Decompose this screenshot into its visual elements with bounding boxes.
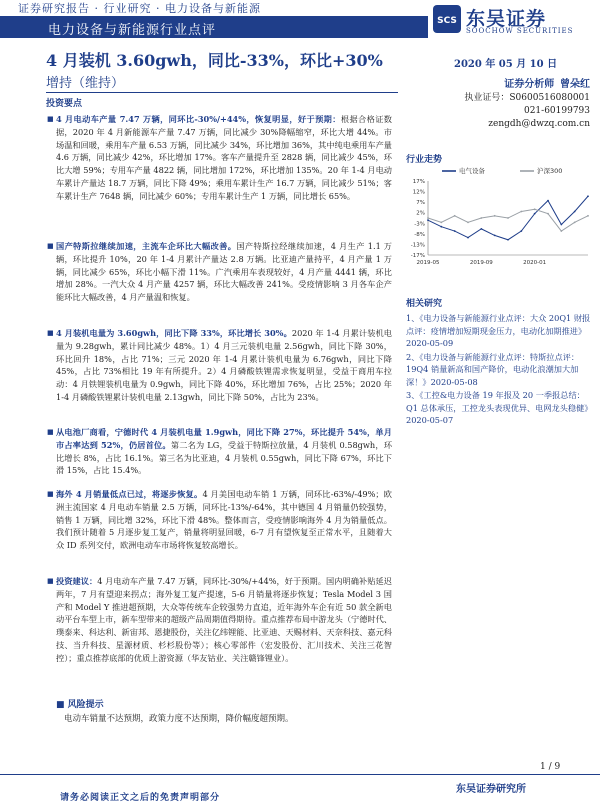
bullet-icon: ■	[47, 115, 54, 123]
y-tick-label: -3%	[414, 221, 425, 228]
point-4-body: 第二名为 LG，受益于特斯拉放量，4 月装机 0.58gwh，环比增长 8%，占比 16.1%。第三名为比亚迪，4 月装机 0.55gwh，同比下降 67%，环比下滑 15%，占比 15.4%。	[56, 439, 393, 476]
analyst-block	[420, 78, 590, 131]
y-tick-label: 12%	[412, 189, 425, 196]
series-point-0	[440, 226, 442, 228]
series-point-1	[467, 221, 469, 223]
point-1-body: 根据合格证数据，2020 年 4 月新能源车产量 7.47 万辆，同比减少 30%降幅缩窄，环比大增 44%。市场温和回暖，乘用车产量 6.53 万辆，同比减少 34%，环比增加 36%，其中纯电乘用车产量 4.6 万辆，同比减少 42%，环比增加 17%。客车产量提升至 2828 辆，同比减少 45%，环比大增 59%；专用车产量 4822 辆，同比增加 172%，环比增加 135%。20 年 1-4 月电动车累计产量达 18.7 万辆，同比下降 49%；乘用车累计生产 16.7 万辆，同比减少 51%；客车累计生产 7648 辆，同比减少 60%；专用车累计生产 1 万辆，同比增长 65%。	[56, 114, 392, 201]
bullet-icon: ■	[47, 329, 54, 337]
x-tick-label: 2019-09	[469, 260, 493, 266]
footer-rule	[0, 774, 600, 775]
y-tick-label: 17%	[412, 179, 425, 185]
series-point-0	[560, 224, 562, 226]
trend-chart	[402, 163, 594, 271]
analyst-email[interactable]: zengdh@dwzq.com.cn	[488, 119, 590, 129]
related-item[interactable]: 3、《工控&电力设备 19 年报及 20 一季报总结：Q1 总体承压，工控龙头表现优异、电网龙头稳健》2020-05-07	[406, 390, 589, 425]
series-point-1	[560, 230, 562, 232]
series-point-1	[520, 211, 522, 213]
logo-cn: 东吴证券	[466, 8, 547, 30]
series-point-1	[480, 217, 482, 219]
point-5	[47, 488, 392, 552]
series-point-0	[534, 213, 536, 215]
point-6	[47, 575, 392, 665]
point-2	[47, 240, 392, 304]
series-point-0	[494, 235, 496, 237]
related-heading: 相关研究	[406, 299, 443, 309]
report-title: 4 月装机 3.60gwh，同比-33%，环比+30%	[46, 51, 383, 70]
series-point-1	[574, 221, 576, 223]
header-tags: 证券研究报告 · 行业研究 · 电力设备与新能源	[18, 2, 261, 15]
related-item[interactable]: 1、《电力设备与新能源行业点评：大众 20Q1 财报点评：疫情增加短期现金压力，电动化加期推进》2020-05-09	[406, 313, 591, 348]
y-tick-label: -8%	[414, 231, 425, 238]
point-2-lead: 国产特斯拉继续加速，主流车企环比大幅改善。	[56, 241, 237, 251]
point-4-lead: 从电池厂商看，宁德时代 4 月装机电量 1.9gwh，同比下降 27%，环比提升 54%，单月市占率达到 52%，仍居首位。	[56, 427, 392, 450]
point-5-lead: 海外 4 月销量低点已过，将逐步恢复。	[56, 489, 203, 499]
logo-mark-icon	[432, 4, 462, 34]
analyst-label: 证券分析师	[504, 79, 555, 90]
related-item[interactable]: 2、《电力设备与新能源行业点评：特斯拉点评：19Q4 销量新高和国产降价，电动化浪潮加大加深！》2020-05-08	[406, 351, 580, 387]
point-1-lead: 4 月电动车产量 7.47 万辆，同环比-30%/+44%，恢复明显，好于预期：	[56, 114, 341, 124]
y-tick-label: 7%	[416, 200, 425, 207]
bullet-icon: ■	[47, 242, 54, 250]
related-list	[406, 312, 592, 428]
point-4	[47, 426, 393, 477]
point-5-body: 4 月美国电动车销 1 万辆，同环比-63%/-49%；欧洲主流国家 4 月电动车销量 2.5 万辆，同环比-13%/-64%，其中德国 4 月销量仍较强势，销售 1 万辆，同比增 32%，环比下滑 48%。整体而言，受疫情影响海外 4 月为销量低点。我们预计随着 5 月逐步复工复产，销量将明显回暖，6-7 月有望恢复至正常水平，且随着大众 ID 系列交付，欧洲电动车市场将恢复较高增长。	[56, 489, 392, 551]
series-point-1	[534, 208, 536, 210]
y-tick-label: -13%	[410, 242, 425, 249]
point-1	[47, 113, 392, 203]
page-number: 1 / 9	[540, 762, 561, 772]
legend-label-1: 沪深300	[537, 167, 563, 175]
bullet-icon: ■	[47, 490, 54, 498]
logo-mark-text: SCS	[437, 16, 457, 26]
series-point-1	[507, 217, 509, 219]
series-point-0	[467, 237, 469, 239]
analyst-name: 曾朵红	[560, 79, 590, 90]
series-point-0	[507, 239, 509, 241]
series-point-1	[427, 217, 429, 219]
point-6-lead: 投资建议：	[56, 576, 98, 586]
logo-en: SOOCHOW SECURITIES	[466, 27, 574, 35]
bullet-icon: ■	[47, 577, 54, 585]
series-point-1	[547, 213, 549, 215]
rating: 增持（维持）	[46, 76, 125, 91]
title-rule	[46, 92, 398, 93]
series-point-0	[574, 211, 576, 213]
point-3-body: 2020 年 1-4 月累计装机电量为 9.28gwh，累计同比减少 48%。1）4 月三元装机电量 2.56gwh，同比下降 30%，环比回升 18%，占比 71%；三元 2020 年 1-4 月累计装机电量为 6.76gwh，同比下降 45%，占比 73%相比 19 年有所提升。2）4 月磷酸铁锂需求恢复明显，受益于商用车拉动：4 月铁锂装机电量为 0.9gwh，同比下降 40%，环比增加 76%，占比 25%；2020 年 1-4 月磷酸铁锂累计装机电量 2.13gwh，同比下降 50%，占比为 23%。	[56, 328, 392, 402]
header-bar	[0, 16, 428, 38]
series-line-1	[428, 209, 588, 231]
series-point-0	[454, 230, 456, 232]
footer-firm: 东吴证券研究所	[456, 784, 526, 795]
analyst-license: 执业证号：S0600516080001	[464, 93, 590, 103]
investment-points-heading: 投资要点	[46, 99, 83, 109]
series-point-1	[494, 215, 496, 217]
y-tick-label: 2%	[416, 210, 425, 217]
series-point-1	[454, 215, 456, 217]
series-point-0	[427, 219, 429, 221]
series-point-0	[520, 230, 522, 232]
trend-heading: 行业走势	[406, 155, 443, 165]
series-point-1	[440, 221, 442, 223]
report-date: 2020 年 05 月 10 日	[454, 59, 558, 70]
header-bar-title: 电力设备与新能源行业点评	[48, 23, 217, 38]
point-3-lead: 4 月装机电量为 3.60gwh，同比下降 33%，环比增长 30%。	[56, 328, 292, 338]
point-3	[47, 327, 392, 404]
analyst-phone: 021-60199793	[523, 106, 590, 116]
series-point-1	[587, 215, 589, 217]
legend-label-0: 电气设备	[459, 167, 485, 175]
series-point-0	[547, 200, 549, 202]
point-6-body: 4 月电动车产量 7.47 万辆，同环比-30%/+44%，好于预期。国内明确补贴延迟两年，7 月有望迎来拐点；海外复工复产提速，5-6 月销量将逐步恢复；Tesla Model 3 国产和 Model Y 推进超预期，大众等传统车企较强势力直追，近年海外车企有近 50 款全新电动平台车型上市，新车型带来的超级产品周期值得期待。重点推荐布局中游龙头（宁德时代、璞泰来、科达利、新宙邦、恩捷股份，关注亿纬锂能、比亚迪、天赐材料、天奈科技、嘉元科技、当升科技、星源材质、杉杉股份等）；核心零部件（宏发股份、汇川技术、关注三花智控）；重点推荐底部的优质上游资源（华友钴业、关注赣锋锂业）。	[56, 576, 392, 663]
footer-disclaimer: 请务必阅读正文之后的免责声明部分	[60, 793, 221, 803]
x-tick-label: 2020-01	[523, 260, 547, 266]
bullet-icon: ■	[47, 428, 54, 436]
series-point-0	[480, 228, 482, 230]
company-logo	[432, 4, 592, 38]
risk-heading: ■ 风险提示	[56, 700, 104, 710]
x-tick-label: 2019-05	[416, 260, 440, 266]
risk-text: 电动车销量不达预期，政策力度不达预期，降价幅度超预期。	[64, 714, 294, 724]
y-tick-label: -17%	[410, 253, 425, 259]
point-2-body: 国产特斯拉经继续加速，4 月生产 1.1 万辆，环比提升 10%，20 年 1-4 月累计产量达 2.8 万辆。比亚迪产量持平，4 月产量 1 万辆，同比减少 65%，环比小幅下滑 11%。广汽乘用车表现较好，4 月产量 4441 辆，环比增加 28%。一汽大众 4 月产量 4257 辆，环比大幅改善 241%。受疫情影响 3 月各车企产能环比大幅改善，4 月产量温和恢复。	[56, 241, 392, 303]
series-point-0	[587, 195, 589, 197]
